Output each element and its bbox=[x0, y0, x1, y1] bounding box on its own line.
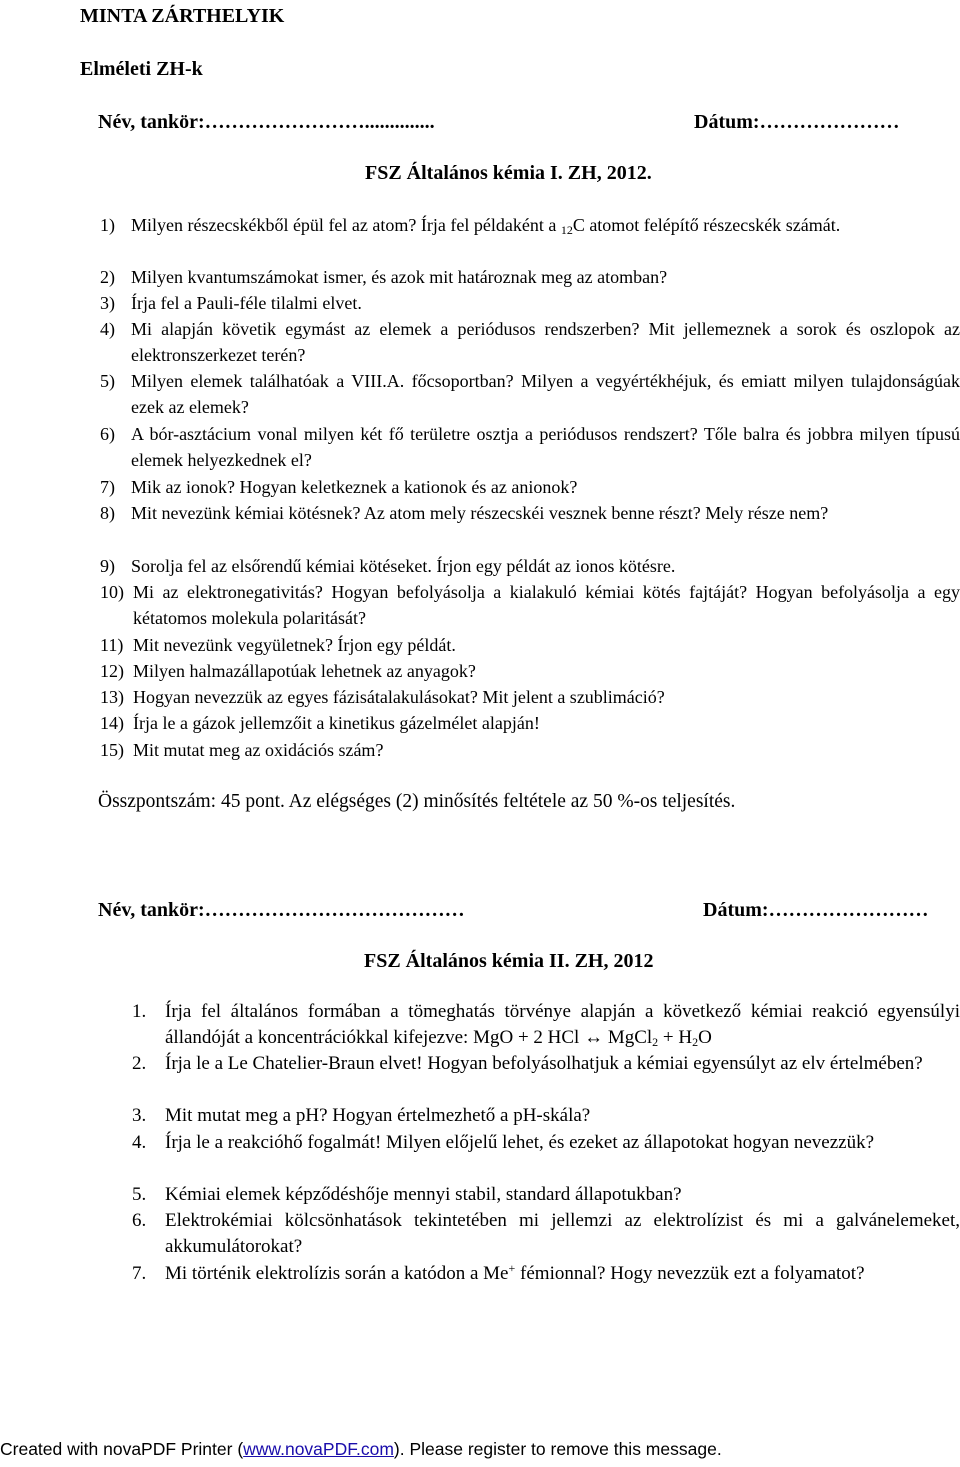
question-number: 4. bbox=[132, 1132, 147, 1153]
question-item bbox=[100, 421, 960, 473]
question-number: 11) bbox=[100, 635, 124, 655]
question-number: 5) bbox=[100, 371, 115, 391]
question-item bbox=[100, 212, 960, 238]
question-number: 6. bbox=[132, 1210, 147, 1231]
question-item bbox=[132, 1182, 960, 1208]
question-text: Mik az ionok? Hogyan keletkeznek a kationok és az anionok? bbox=[131, 477, 578, 497]
question-text: Hogyan nevezzük az egyes fázisátalakulásokat? Mit jelent a szublimáció? bbox=[133, 687, 665, 707]
question-text: Mit mutat meg a pH? Hogyan értelmezhető a pH-skála? bbox=[165, 1105, 591, 1126]
question-text: Mi az elektronegativitás? Hogyan befolyásolja a kialakuló kémiai kötés fajtáját? Hogyan befolyásolja a egy kétatomos molekula polaritását? bbox=[133, 582, 960, 628]
question-number: 12) bbox=[100, 661, 124, 681]
question-text: Mi alapján követik egymást az elemek a periódusos rendszerben? Mit jellemeznek a sorok és oszlopok az elektronszerkezet terén? bbox=[131, 319, 960, 365]
question-item bbox=[100, 579, 960, 631]
name-field-line-2: Név, tankör:………………………………… bbox=[98, 899, 465, 921]
question-item bbox=[100, 264, 960, 290]
name-field-line: Név, tankör:…………………….............. bbox=[98, 111, 435, 133]
question-number: 8) bbox=[100, 503, 115, 523]
question-number: 2. bbox=[132, 1053, 147, 1074]
question-item bbox=[132, 1103, 960, 1129]
question-text: A bór-asztácium vonal milyen két fő területre osztja a periódusos rendszert? Tőle balra és jobbra milyen típusú elemek helyezkednek el? bbox=[131, 424, 960, 470]
isotope-mass-number: 12 bbox=[560, 223, 573, 237]
question-number: 7. bbox=[132, 1263, 147, 1284]
question-item bbox=[132, 1261, 960, 1287]
question-item bbox=[100, 290, 960, 316]
question-number: 15) bbox=[100, 740, 124, 760]
question-text: Írja fel általános formában a tömeghatás törvénye alapján a következő kémiai reakció egyensúlyi állandóját a koncentrációkkal kifejezve: MgO + 2 HCl ↔ MgCl$_2$ + $H_2O$ bbox=[165, 1001, 960, 1049]
question-number: 13) bbox=[100, 687, 124, 707]
question-number: 14) bbox=[100, 713, 124, 733]
question-text: Milyen halmazállapotúak lehetnek az anyagok? bbox=[133, 661, 476, 681]
question-number: 5. bbox=[132, 1184, 147, 1205]
question-text: Írja le a reakcióhő fogalmát! Milyen előjelű lehet, és ezeket az állapotokat hogyan nevezzük? bbox=[165, 1132, 875, 1153]
question-item bbox=[100, 500, 960, 526]
question-item bbox=[100, 737, 960, 763]
question-item bbox=[100, 684, 960, 710]
question-item bbox=[100, 658, 960, 684]
question-number: 1. bbox=[132, 1001, 147, 1022]
question-item bbox=[100, 553, 960, 579]
document-subtitle: Elméleti ZH-k bbox=[80, 58, 203, 80]
question-number: 4) bbox=[100, 319, 115, 339]
question-item bbox=[100, 710, 960, 736]
question-item bbox=[100, 368, 960, 420]
question-text: Írja le a Le Chatelier-Braun elvet! Hogyan befolyásolhatjuk a kémiai egyensúlyt az elv értelmében? bbox=[165, 1053, 923, 1074]
printer-watermark: Created with novaPDF Printer (www.novaPDF.com). Please register to remove this message. bbox=[0, 1439, 722, 1459]
question-text: Milyen elemek találhatóak a VIII.A. főcsoportban? Milyen a vegyértékhéjuk, és emiatt milyen tulajdonságúak ezek az elemek? bbox=[131, 371, 960, 417]
question-item bbox=[100, 632, 960, 658]
novapdf-link[interactable]: www.novaPDF.com bbox=[243, 1439, 394, 1459]
question-text: Mit nevezünk vegyületnek? Írjon egy példát. bbox=[133, 635, 456, 655]
exam-title-2: FSZ Általános kémia II. ZH, 2012 bbox=[364, 950, 654, 972]
question-number: 1) bbox=[100, 215, 115, 235]
exam-title: FSZ Általános kémia I. ZH, 2012. bbox=[365, 162, 652, 184]
question-item bbox=[100, 474, 960, 500]
question-number: 9) bbox=[100, 556, 115, 576]
question-text: Írja le a gázok jellemzőit a kinetikus gázelmélet alapján! bbox=[133, 713, 540, 733]
question-item bbox=[132, 999, 960, 1051]
question-text: Mit mutat meg az oxidációs szám? bbox=[133, 740, 384, 760]
question-item bbox=[132, 1051, 960, 1077]
question-item bbox=[132, 1130, 960, 1156]
question-number: 3) bbox=[100, 293, 115, 313]
question-item bbox=[132, 1208, 960, 1260]
question-text: Elektrokémiai kölcsönhatások tekintetében mi jellemzi az elektrolízist és mi a galvánelemeket, akkumulátorokat? bbox=[165, 1210, 960, 1257]
document-title: MINTA ZÁRTHELYIK bbox=[80, 5, 285, 27]
question-text: Milyen részecskékből épül fel az atom? Írja fel példaként a $_{12}$C atomot felépítő részecskék számát. bbox=[131, 215, 841, 237]
question-number: 10) bbox=[100, 582, 124, 602]
superscript-plus: + bbox=[508, 1261, 516, 1275]
score-line: Összpontszám: 45 pont. Az elégséges (2) minősítés feltétele az 50 %-os teljesítés. bbox=[98, 791, 736, 812]
question-text: Sorolja fel az elsőrendű kémiai kötéseket. Írjon egy példát az ionos kötésre. bbox=[131, 556, 676, 576]
question-item bbox=[100, 316, 960, 368]
question-text: Mi történik elektrolízis során a katódon a Me+ fémionnal? Hogy nevezzük ezt a folyamatot? bbox=[165, 1261, 865, 1284]
date-field-line-2: Dátum:…………………… bbox=[703, 899, 929, 921]
question-text: Kémiai elemek képződéshője mennyi stabil, standard állapotukban? bbox=[165, 1184, 682, 1205]
date-field-line: Dátum:………………… bbox=[694, 111, 900, 133]
question-number: 2) bbox=[100, 267, 115, 287]
question-text: Milyen kvantumszámokat ismer, és azok mit határoznak meg az atomban? bbox=[131, 267, 668, 287]
question-number: 6) bbox=[100, 424, 115, 444]
question-number: 3. bbox=[132, 1105, 147, 1126]
question-text: Mit nevezünk kémiai kötésnek? Az atom mely részecskéi vesznek benne részt? Mely része nem? bbox=[131, 503, 829, 523]
question-text: Írja fel a Pauli-féle tilalmi elvet. bbox=[131, 293, 362, 313]
question-number: 7) bbox=[100, 477, 115, 497]
